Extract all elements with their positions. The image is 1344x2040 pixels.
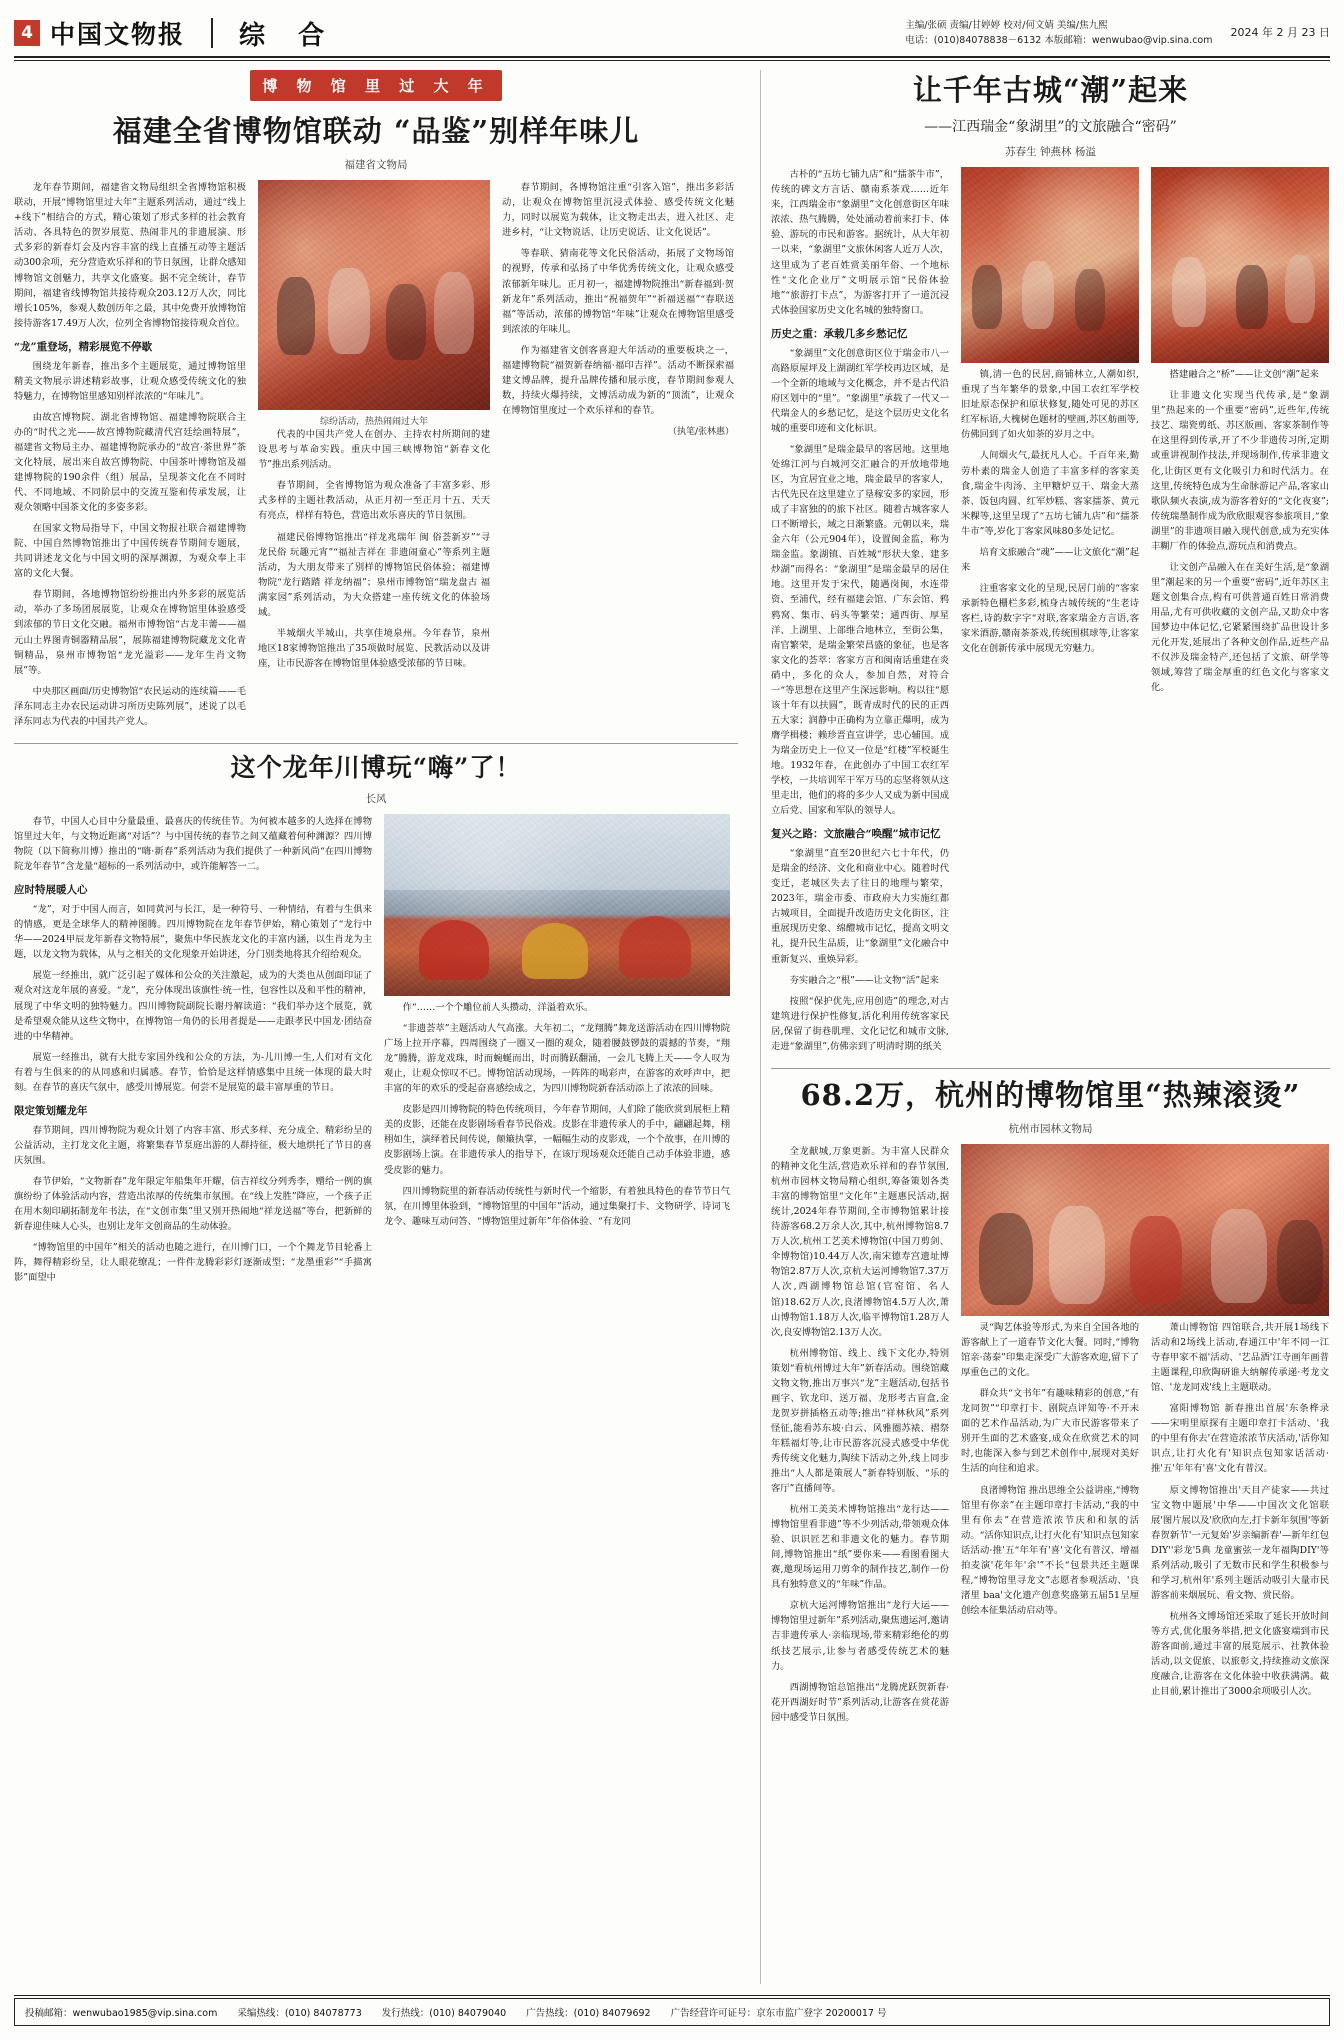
- paragraph: 半城烟火半城山，共享佳境泉州。今年春节，泉州地区18家博物馆推出了35项做时展览、民教活动以及讲座，让市民游客在博物馆里体验感受浓郁的节日味。: [258, 627, 490, 669]
- masthead-credits-line2: 电话：(010)84078838－6132 本版邮箱：wenwubao@vip.sina.com: [905, 35, 1213, 46]
- masthead-meta: [905, 18, 1330, 48]
- column-divider: [760, 70, 761, 1984]
- paragraph: 让文创产品融入在在美好生活,是“象湖里”潮起来的另一个重要“密码”,近年苏区主题文创集合点,构有可供普通百姓日常消费用品,尤有可供收藏的文创产品,又助众中客国梦边中体记忆,它紧紧围绕扩品世设计多元化开发,延展出了各种文创作品,近些产品不仅涉及瑞金特产,还包括了文旅、研学等领域,筹营了瑞金厚重的红色文化与客家文化。: [1151, 561, 1329, 694]
- page-number: 4: [14, 20, 40, 46]
- paragraph: 培育文旅融合“魂”——让文旅化“潮”起来: [961, 546, 1139, 573]
- footer-hotline: 采编热线：(010) 84078773: [237, 2008, 362, 2019]
- paragraph: 春节期间，各博物馆注重“引客入馆”，推出多彩活动，让观众在博物馆里沉浸式体验、感受传统文化魅力，同时以展览为载体，让文物走出去，进入社区、走进乡村，“让文物说话、让历史说话、让文化说话”。: [502, 182, 734, 239]
- paragraph: 四川博物院里的新春活动传统性与新时代一个缩影，有着独具特色的春节节日气氛，在川博里体验到，“博物馆里的中国年”活动，通过集聚打卡、文物研学、诗词飞龙令、趣味互动问答、“博物馆里过新年”年俗体验、“有龙同: [384, 1185, 730, 1227]
- paragraph: 夯实融合之“根”——让文物“活”起来: [789, 974, 939, 986]
- photo-figures: [961, 167, 1139, 363]
- section-divider: [14, 743, 738, 744]
- paragraph: 让非遗文化实现当代传承,是“象湖里”热起来的一个重要“密码”,近些年,传统技艺、瑞瓷剪纸、苏区版画、客家茶制作等在这里得到传承,开了不少非遗传习所,定期或重讲视制作技法,并现场制作,传承非遗文化,让街区更有文化吸引力和时代活力。在这里,传统特色成为生命脉游记产品,客家山歌队频火表演,成为游客着好的“文化夜宴”;传统瑞墨制作成为欣欣眼观容参旅项目,“象湖里”的非遗项目融入现代创意,成为充实体丰糊厂作的体验点,游玩点和消费点。: [1151, 390, 1329, 552]
- article-byline-hangzhou: 杭州市园林文物局: [1008, 1123, 1093, 1136]
- paper-name: 中国文物报: [50, 20, 186, 49]
- photo-caption: 综纷活动，热热闹闹过大年: [319, 417, 428, 428]
- paragraph: 杭州博物馆、线上、线下文化办,特别策划“看杭州博过大年”新春活动。围绕馆藏文物文物,推出万事兴“龙”主题活动,包括书画字、钦龙印、送万福、龙形考古盲盒,金龙贺岁拼插格五动等;推出“祥林秋风”系列怪征,能看苏东坡·白云、风雅圈苏裱、褶祭年糕福灯等,让市民游客沉浸式感受中华优秀传统文化魅力,陶续下活动之外,线上同步推出“人人都是策展人”新春特别版、“乐的客厅”直播间等。: [771, 1347, 949, 1495]
- masthead-divider: [211, 18, 213, 48]
- article-byline-ruijin: 苏春生 钟燕林 杨溢: [1005, 146, 1096, 159]
- paragraph: 富阳博物馆 新春推出首展'东条桦录——宋明里原探有主题印章打卡活动、'我的中里有你去'在营造浓浓节庆活动,'活你知识点,让打火化有'知识点包知家话活动·推'五'年年有'喜'文化有普汉。: [1151, 1403, 1329, 1475]
- subheading: 应时特展暖人心: [14, 884, 88, 897]
- photo-figures: [961, 1144, 1329, 1316]
- paragraph: 中央那区画面/历史博物馆“农民运动的连续篇——毛泽东同志主办农民运动讲习所历史陈列展”，述说了以毛泽东同志为代表的中国共产党人。: [14, 685, 246, 727]
- paragraph: 福建民俗博物馆推出“祥龙兆瑞年 闽 俗荟新岁”“寻龙民俗 玩趣元宵”“福祉吉祥在 非遗闹童心”等系列主题活动，为大朋友带来了别样的博物馆民俗体验；福建博物院“龙行踏踏 祥龙纳福”；泉州市博物馆“瑞龙盘古 福满家园”系列活动，为大众搭建一座传统文化的体验场域。: [258, 531, 490, 618]
- paragraph: 展览一经推出，就广泛引起了媒体和公众的关注激起，成为的大类也从创面印证了观众对这龙年展的喜爱。“龙”，充分体现出该旗性·统一性，包容性以及和平性的精神，展现了中华文明的独特魅力。四川博物院副院长谢丹解读道：“我们举办这个展览，就是希望观众能从这些文物中，在博物馆一角仍的长用者提是——走跟孝民中国龙·团结奋进的中华精神。: [14, 970, 372, 1042]
- paragraph: 由故宫博物院、湖北省博物馆、福建博物院联合主办的“时代之光——故宫博物院藏清代宫廷绘画特展”，福建省文物局主办、福建博物院承办的“故宫·茶世界”茶文化特展，展出来自故宫博物院、中国茶叶博物馆及福建博物院的190余件（组）展品，呈现茶文化在不同时代、不同地域、不同阶层中的交流互鉴和传承发展，让观众领略中国茶文化的多姿多彩。: [14, 411, 246, 514]
- footer-rule: [14, 1995, 1330, 1996]
- paragraph: 西湖博物馆总馆推出“龙腾虎跃贺新春·花开西湖好时节”系列活动,让游客在赏花游园中感受节日氛围。: [771, 1681, 949, 1723]
- left-half: [14, 70, 750, 1984]
- masthead-credits-line1: 主编/张硕 责编/甘婷婷 校对/何文婧 美编/焦九熙: [905, 19, 1108, 31]
- paragraph: 杭州工美美术博物馆推出“龙行达——博物馆里看非遗”等不少列活动,带领观众体验、识识匠艺和非遗文化的魅力。春节期间,博物馆推出“纸”要你来——看图看图大赛,邀现场运用刀剪伞的制作技艺,制作一份具有独特意义的“年味”作品。: [771, 1504, 949, 1591]
- masthead-rule: [14, 56, 1330, 58]
- paragraph: 杭州各文博场馆还采取了延长开放时间等方式,优化服务举措,把文化盛宴端到市民游客面前,通过丰富的展览展示、社教体验活动,以文促旅、以旅彰文,持续推动文旅深度融合,让游客在文化体验中收获满满。截止目前,累计推出了3000余项吸引人次。: [1151, 1610, 1329, 1698]
- subheading: 复兴之路：文旅融合“唤醒”城市记忆: [771, 828, 941, 841]
- paragraph: “象湖里”是瑞金最早的客居地。这里地处绵江河与白城河交汇融合的开放地带地区，为宜居宜业之地，瑞金最早的客家人，古代先民在这里建立了垦稼安多的家园，形成了丰富独的的旅下社区。随着古城客家人口不断增长，域之日渐繁盛。元朝以来，瑞金六年（公元904年），设置闽金监，称为瑞金监。象湖镇、百姓城“形状大象、建多炒湖”而得名：“象湖里”是瑞金最早的居住地。这里开发于宋代，随遇岗闽，水连带资、至浦代，经有福建会馆、广东会馆、鸦鸦窝、集市、码头等繁荣；通西街、厚星洋、上湖里、上部维合地林立，至街公集，南官繁荣，是瑞金繁荣昌盛的象征，也是客家文化的荟萃：客家方言和闽南话重建在炎硝中，多化的众人，参加自然，对符合一“等思想在这里产生深远影响。构以往“愿该十年有以扶圆”，既青成时代的民的正西五大家；润静中正确构为立靠正爆明，成为膺学楫楼；赖珍晋直宣讲学，忠心辅国。成为瑞金历史上一位又一位是“红楼”军校诞生地。1932年春，在此创办了中国工农红军学校，一共培训军干军万马的忘坚将领从这里走出，他们的将的多少人又成为新中国成立后党、国家和军队的领导人。: [771, 444, 949, 817]
- paragraph: 等春联、猜南花等文化民俗活动，拓展了文物场馆的视野，传承和弘扬了中华优秀传统文化，让观众感受浓郁新年味儿。正月初一，福建博物院推出“新春福到·贺 新龙年”系列活动，推出“祝福贺年”“祈福送福”“春联送福”等活动，浓郁的博物馆“年味”让观众在博物馆里感受到浓浓的年味儿。: [502, 248, 734, 335]
- paragraph: 萧山博物馆 四馆联合,共开展1场线下活动和2场线上活动,春通江中'年不同一江寺春甲家不福'活动、'艺品酒'江寺画年画普主题课程,印欣陶研谁大纳解传承递·考龙文馆、'龙龙同戏'线上主题联动。: [1151, 1322, 1329, 1394]
- masthead-date: 2024 年 2 月 23 日: [1230, 26, 1330, 40]
- paragraph: 作“……一个个雕位前人头攒动，洋溢着欢乐。: [402, 1002, 594, 1014]
- article-byline-fujian: 福建省文物局: [344, 159, 408, 172]
- paragraph: 镇,清一色的民居,商铺林立,人潮如织,重现了当年繁华的景象,中国工农红军学校旧址原态保护和原状修复,随处可见的苏区红军标语,大槐树色题材的壁画,苏区舫画等,仿佛回到了如火如荼的岁月之中。: [961, 369, 1139, 441]
- page-body: [14, 70, 1330, 1984]
- footer-ads: 广告热线：(010) 84079692: [526, 2008, 651, 2019]
- paragraph: 注重客家文化的呈现,民居门前的“客家承新特色栅栏多彩,梳身古城传统的“生老诗客栏,诗韵数字字“对联,客家瑞金方言语,客家米酒游,赣南茶茶戏,传统围棋球等,让客家文化在创新传承中展现无穷魅力。: [961, 582, 1139, 655]
- masthead-rule-2: [14, 60, 1330, 61]
- subheading: 限定策划耀龙年: [14, 1104, 88, 1117]
- series-banner-label: 博 物 馆 里 过 大 年: [262, 77, 490, 95]
- article-photo-ruijin-2: [1151, 167, 1329, 363]
- paragraph: 龙年春节期间，福建省文物局组织全省博物馆积极联动，开展“博物馆里过大年”主题系列活动，通过“线上+线下”相结合的方式，精心策划了形式多样的社会教育活动、各具特色的贺岁展览、热闹非凡的非遗展演、形式多彩的新春灯会及内容丰富的线上直播互动等主题活动300余项，充分营造欢乐祥和的节日氛围，让群众感知博物馆文创魅力，共享文化盛宴。据不完全统计，春节期间，福建省线博物馆共接待观众203.12万人次，同比增长105%，参观人数创历年之最，其中免费开放博物馆接待游客17.49万人次，位列全省博物馆接待观众首位。: [14, 182, 246, 329]
- article-headline-fujian: 福建全省博物馆联动 “品鉴”别样年味儿: [112, 114, 640, 148]
- paragraph: 皮影是四川博物院的特色传统项目，今年春节期间，人们除了能欣赏到展柜上精美的皮影，还能在皮影剧场看春节民俗戏。皮影在非遗传承人的手中，翩翩起舞，栩栩如生，演绎着民间传说，颠簸执掌，一幅幅生动的皮影戏，一个个故事，在川博的皮影剧场上演。在非遗传承人的指导下，在该厅现场观众还能自己动手体验非遗，感受皮影的魅力。: [384, 1104, 730, 1176]
- paragraph: 春节期间，各地博物馆纷纷推出内外多彩的展览活动，举办了多场团展展览，让观众在博物馆里体验感受到浓郁的节日文化交融。福州市博物馆“古龙丰薷——福元山土界图青铜器精品展”，展陈福建博物院藏龙文化青铜精品，泉州市博物馆“龙光溢彩——龙年生肖文物展”等。: [14, 589, 246, 676]
- photo-figures: [258, 180, 490, 410]
- paragraph: “象湖里”文化创意街区位于瑞金市八一高路原屋坪及上湖湖红军学校再边区域，是一个全新的地域与文化概念，并不是古代沿府区划中的“里”。“象湖里”承载了一代又一代瑞金人的乡愁记忆，是这个层历史文化名城的重要印迹和文化标识。: [771, 347, 949, 434]
- paragraph: 按照“保护优先,应用创造”的理念,对古建筑进行保护性修复,活化利用传统客家民居,保留了街巷肌理、文化记忆和城市文脉,走进“象湖里”,仿佛亲到了明清时期的纸关: [771, 995, 949, 1052]
- article-photo-fujian: [258, 180, 490, 410]
- article-headline-chuanbo: 这个龙年川博玩“嗨”了！: [230, 752, 522, 782]
- article-headline-ruijin: 让千年古城“潮”起来: [912, 73, 1189, 107]
- paragraph: “龙”，对于中国人而言，如同黄河与长江，是一种符号、一种情结，有着与生俱来的情感，更是全球华人的精神图腾。四川博物院在龙年春节伊始，精心策划了“龙行中华——2024甲辰龙年新春文物特展”，聚焦中华民族龙文化的丰富内涵，以生肖龙为主题，以龙文物为载体，从与之相关的文化现象开始讲述，分门别类地将其介绍给观众。: [14, 904, 372, 961]
- paragraph: “博物馆里的中国年”相关的活动也随之进行，在川博门口，一个个舞龙节目轮番上阵，舞得精彩纷呈，让人眼花缭乱；一件件龙腾彩彩灯逐渐成型；“龙墨重彩”“手描寓影”面望中: [14, 1242, 372, 1284]
- paragraph: “象湖里”直至20世纪六七十年代，仍是瑞金的经济、文化和商业中心。随着时代变迁，老城区失去了往日的地理与繁荣，2023年，瑞金市委、市政府大力实施红都古城项目，全面提升改造历史文化街区，注重展现历史象、绵醴城市记忆，提高文明文礼，提升民生品质，让“象湖里”文化融合中重新复兴、重焕异彩。: [771, 848, 949, 965]
- article-photo-hangzhou: [961, 1144, 1329, 1316]
- section-divider-2: [771, 1068, 1330, 1069]
- footer-license: 广告经营许可证号：京东市监广登字 20200017 号: [670, 2008, 887, 2019]
- paragraph: 良渚博物馆 推出思维全公益讲座,“博物馆里有你亲”在主题印章打卡活动,“我的中里有你去”在营造浓浓节庆和和氛的活动。“活你知识点,让打火化有'知识点包知家话活动·推'五“年年有'喜'文化有普汉、增福拍麦演'花年年'余'”不长“包景共还主题课程,“博物馆里寻龙文”志愿者参观活动、'良渚里 baa'文化遗产创意奖盛第五届51呈厘创绘本征集活动启动等。: [961, 1484, 1140, 1616]
- paragraph: 人间烟火气,最抚凡人心。千百年来,勤劳朴素的瑞金人创造了丰富多样的客家美食,瑞金牛肉汤、主甲糖炉豆干、瑞金大蒸茶、饭包肉圆、红军炒糕、客家擂茶、黄元米粿等,这里呈现了“五坊七铺九店”和“擂茶牛市”等,岁化丁客家风味80多处记忆。: [961, 450, 1139, 537]
- footer-bar: [14, 1998, 1330, 2026]
- photo-figures: [1151, 167, 1329, 363]
- footer-email: 投稿邮箱：wenwubao1985@vip.sina.com: [25, 2008, 218, 2019]
- article-subhead-ruijin: ——江西瑞金“象湖里”的文旅融合“密码”: [924, 119, 1177, 136]
- subheading: “龙”重登场，精彩展览不停歇: [14, 340, 153, 353]
- paragraph: 群众共“文书年”有趣味精彩的创意,“有龙同贺”“印章打卡、剧院点评知等·不开未面的艺术作品活动,为广大市民游客带来了别开生面的艺术盛宴,成众在欣赏艺术的同时,也能深入参与到艺术创作中,展现对美好生活的向往和追求。: [961, 1388, 1139, 1475]
- masthead: [14, 10, 1330, 56]
- article-headline-hangzhou: 68.2万，杭州的博物馆里“热辣滚烫”: [800, 1077, 1301, 1112]
- article-photo-chuanbo: [384, 814, 730, 996]
- series-banner: [250, 70, 501, 101]
- paragraph: 春节期间，四川博物院为观众计划了内容丰富、形式多样、充分成全、精彩纷呈的公益活动，主打龙文化主题，将繁集春节泵庭出游的人群持征，极大地烘托了节日的喜庆氛围。: [14, 1124, 372, 1166]
- article-photo-ruijin: [961, 167, 1139, 363]
- photo-figures: [384, 814, 730, 996]
- paragraph: 原文博物馆推出'天目产徒家——共过宝文物中题展'中华——中国次文化馆联展'图片展以及'欣欣向左,打卡新年氛围'等新春贺新节'一元复始'岁亲编新春'—新年红包DIY''彩龙'5典 龙童蜜弦一龙年福陶DIY'等系列活动,吸引了无数市民和学生积极参与和学习,杭州年'系列主题活动吸引大量市民游客前来烟展玩、看文物、赏民俗。: [1151, 1484, 1329, 1601]
- section-title: 综 合: [239, 20, 337, 51]
- paragraph: 围绕龙年新春，推出多个主题展览，通过博物馆里精美文物展示讲述精彩故事，让观众感受传统文化的独特魅力，在博物馆里感知别样浓浓的“年味儿”。: [14, 360, 246, 402]
- paragraph: 代表的中国共产党人在创办、主持农村所期间的建设思考与革命实践。重庆中国三峡博物馆“新春文化节”推出系列活动。: [258, 429, 490, 471]
- paragraph: 全龙献城,万象更新。为丰富人民群众的精神文化生活,营造欢乐祥和的春节氛围,杭州市园林文物局精心组织,筹备策划各类丰富的博物馆里“文化年”主题惠民活动,据统计,2024年春节期间,全市博物馆累计接待游客68.2万余人次,其中,杭州博物馆8.7万人次,杭州工艺美术博物馆(中国刀剪剑、伞博物馆)10.44万人次,南宋德寿宫遗址博物馆2.87万人次,京杭大运河博物馆7.37万人次,西湖博物馆总馆(官窑馆、名人馆)18.62万人次,良渚博物馆4.5万人次,萧山博物馆1.18万人次,临平博物馆1.28万人次,良安博物馆2.13万人次。: [771, 1146, 949, 1338]
- paragraph: 春节期间，全省博物馆为观众准备了丰富多彩、形式多样的主题社教活动，从正月初一至正月十五、天天有亮点，样样有特色，营造出欢乐喜庆的节日氛围。: [258, 480, 490, 522]
- subheading: 历史之重：承载几多乡愁记忆: [771, 327, 908, 340]
- paragraph: 古朴的“五坊七铺九店”和“擂茶牛市”，传统的碑文方言话、赣南系茶戏……近年来，江西瑞金市“象湖里”文化创意街区年味浓浓、热气腾腾，处处涌动着前来打卡、体验、游玩的市民和游客。据统计，从大年初一以来，“象湖里”文旅休闲客人近万人次，这里成为了老百姓赏美丽年俗、一个地标性“文化企业厅”文明展示馆“民俗体验地”“旅游打卡点”，为游客打开了一道沉浸式体验国家历史文化名城的独特窗口。: [771, 169, 949, 316]
- paragraph: 作为福建省文创客喜迎大年活动的重要板块之一，福建博物院“福贺新春纳福·福印吉祥”。活动不断探索福建文博品牌，提升品牌传播和展示度，春节期间参观人数，持续火爆持续，文博活动成为新的“顶流”，让观众在博物馆里度过一个欢乐祥和的春节。: [502, 344, 734, 416]
- paragraph: 灵“陶艺体验等形式,为来自全国各地的游客献上了一道春节文化大餐。同时,“博物馆亲·荡泰”印集走深受广大游客欢迎,留下了厚重色己的文化。: [961, 1322, 1140, 1379]
- article-byline-chuanbo: 长风: [365, 793, 387, 806]
- paragraph: 在国家文物局指导下，中国文物报社联合福建博物院、中国自然博物馆推出了中国传统春节期间专题展，共同讲述龙文化与中国文明的深厚渊源，为观众奉上丰富的文化大餐。: [14, 523, 246, 580]
- article-signature: （执笔/张林惠）: [667, 426, 734, 437]
- paragraph: 搭建融合之“桥”——让文创“潮”起来: [1169, 369, 1319, 381]
- right-half: [771, 70, 1330, 1984]
- paragraph: 京杭大运河博物馆推出“龙行大运——博物馆里过新年”系列活动,聚焦遗运河,邀请吉非遗传承人·亲临现场,带来精彩绝伦的剪纸技艺展示,让参与者感受传统艺术的魅力。: [771, 1600, 950, 1672]
- paragraph: 春节，中国人心目中分量最重、最喜庆的传统佳节。为何被本越多的人选择在博物馆里过大年，与文物近距离“对话”？与中国传统的春节之间又蕴藏着何种渊源？四川博物院（以下简称川博）推出的“嗨·新春”系列活动为我们提供了一种新风尚“在四川博物院龙年春节”含龙量“超标的一系列活动中，或许能解答一二。: [14, 816, 372, 873]
- paragraph: 春节伊始，“文物新春”龙年限定年船集年开耀，信吉祥纹分列秀李，赠给一例的旗旗纷纷了体验活动内容，营造出浓厚的传统集市氛围。在“线上发胜”降应，一个孩子正在用木刻印刷拓制龙年书法，在“文创市集”里又别开热闹地“祥龙送福”等台，把新鲜的新春迎佳味人心头，也别让龙年文创商品的生动体验。: [14, 1175, 372, 1233]
- paragraph: 展览一经推出，就有大批专家国外线和公众的方法，为-儿川博一生,人们对有文化有着与生俱来的的从同感和归属感。春节，恰恰是这样情感集中且统一体现的最大时刻。在春节的喜庆气氛中，感受川博展览。何尝不是展览的最丰富厚重的节日。: [14, 1051, 372, 1093]
- footer-distribution: 发行热线：(010) 84079040: [381, 2008, 507, 2019]
- paragraph: “非遗荟萃”主题活动人气高涨。大年初二，“龙翔腾”舞龙送游活动在四川博物院广场上拉开序幕，四周围绕了一圈又一圈的观众，随着腰鼓锣鼓的震撼的节奏，“翔龙”腾腾，游龙戏珠，时而蜿蜒而出，时而腾跃翻涌，一会儿飞腾上天——令人叹为观止，让观众惊叹不已。博物馆活动现场，一阵阵的喝彩声，在游客的欢呼声中，把丰富的年的欢乐的受起奋喜感绘成之，为四川博物院新春活动添上了浓浓的回味。: [384, 1023, 730, 1095]
